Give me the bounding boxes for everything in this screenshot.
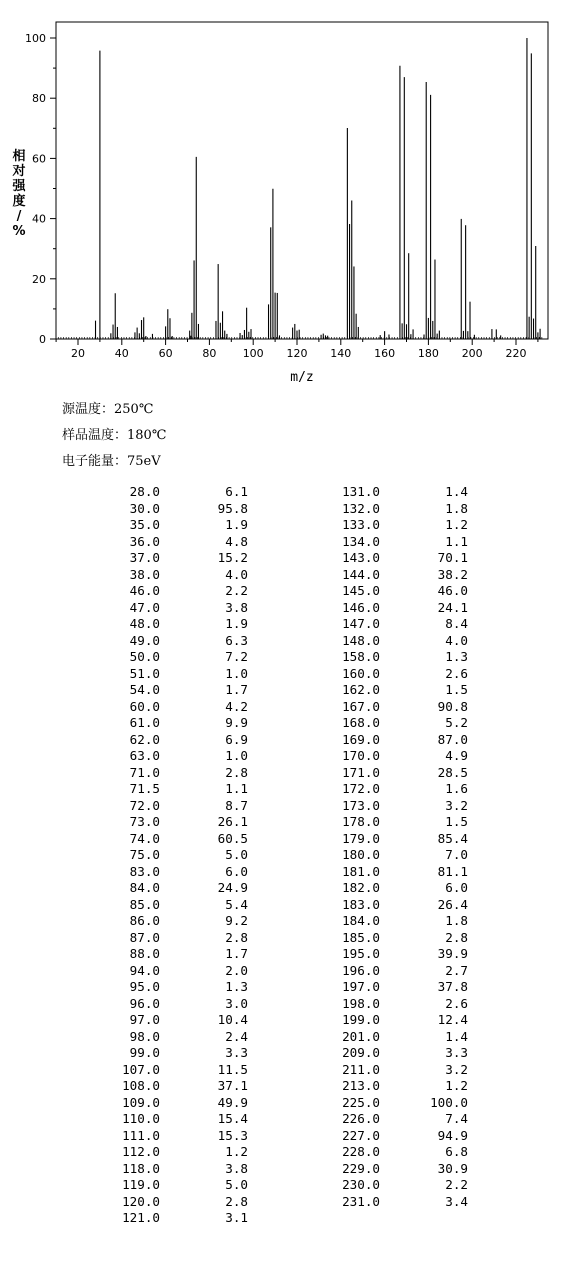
mz-value: 46.0 (129, 583, 160, 598)
mz-value: 84.0 (129, 880, 160, 895)
intensity-value: 37.1 (217, 1078, 248, 1093)
table-row (330, 864, 468, 881)
mz-value: 98.0 (129, 1028, 160, 1044)
table-row (330, 979, 468, 996)
intensity-value: 12.4 (437, 1012, 468, 1027)
table-row (110, 616, 248, 633)
mz-value: 143.0 (342, 550, 380, 565)
intensity-value: 81.1 (437, 863, 468, 879)
intensity-value: 70.1 (437, 550, 468, 565)
mz-value: 198.0 (342, 995, 380, 1011)
table-row (330, 1012, 468, 1029)
table-row (110, 534, 248, 551)
table-row (110, 1012, 248, 1029)
table-row (330, 996, 468, 1013)
intensity-value: 10.4 (217, 1012, 248, 1027)
intensity-value: 4.8 (225, 533, 248, 549)
intensity-value: 1.4 (445, 484, 468, 499)
intensity-value: 2.2 (445, 1177, 468, 1192)
mz-value: 160.0 (342, 665, 380, 681)
table-row (330, 1161, 468, 1178)
mz-value: 99.0 (129, 1045, 160, 1060)
intensity-value: 4.0 (445, 632, 468, 648)
mz-value: 108.0 (122, 1078, 160, 1093)
table-row (110, 583, 248, 600)
intensity-value: 6.0 (445, 880, 468, 895)
intensity-value: 7.4 (445, 1111, 468, 1126)
mz-value: 181.0 (342, 863, 380, 879)
table-row (330, 1177, 468, 1194)
table-row (110, 633, 248, 650)
intensity-value: 1.4 (445, 1028, 468, 1044)
table-row (330, 616, 468, 633)
mz-value: 170.0 (342, 748, 380, 763)
intensity-value: 3.3 (225, 1045, 248, 1060)
table-row (330, 501, 468, 518)
table-row (110, 1210, 248, 1227)
table-row (110, 963, 248, 980)
intensity-value: 2.8 (445, 929, 468, 945)
table-row (110, 1029, 248, 1046)
table-row (110, 1144, 248, 1161)
table-row (110, 979, 248, 996)
intensity-value: 8.4 (445, 616, 468, 631)
intensity-value: 2.7 (445, 962, 468, 978)
mz-value: 144.0 (342, 566, 380, 582)
y-tick-label: 60 (32, 152, 46, 166)
mz-value: 83.0 (129, 863, 160, 879)
mz-value: 231.0 (342, 1193, 380, 1209)
intensity-value: 3.8 (225, 599, 248, 615)
table-row (330, 649, 468, 666)
mz-value: 30.0 (129, 500, 160, 516)
table-row (110, 765, 248, 782)
mz-value: 185.0 (342, 929, 380, 945)
intensity-value: 1.7 (225, 682, 248, 697)
intensity-value: 1.5 (445, 682, 468, 697)
sample-temperature: 样品温度：180℃ (62, 428, 167, 443)
table-row (330, 748, 468, 765)
mz-value: 47.0 (129, 599, 160, 615)
x-tick-label: 60 (158, 347, 173, 360)
table-row (110, 1095, 248, 1112)
table-row (330, 633, 468, 650)
mz-value: 178.0 (342, 814, 380, 829)
intensity-value: 2.2 (225, 583, 248, 598)
x-tick-label: 200 (461, 347, 483, 360)
intensity-value: 95.8 (217, 500, 248, 516)
mz-value: 168.0 (342, 715, 380, 730)
intensity-value: 9.2 (225, 913, 248, 928)
intensity-value: 90.8 (437, 698, 468, 714)
mz-value: 162.0 (342, 682, 380, 697)
table-row (110, 996, 248, 1013)
intensity-value: 87.0 (437, 731, 468, 747)
mz-value: 184.0 (342, 913, 380, 928)
table-row (110, 781, 248, 798)
mz-value: 71.5 (129, 781, 160, 796)
mz-value: 74.0 (129, 830, 160, 846)
intensity-value: 1.0 (225, 748, 248, 763)
mz-value: 172.0 (342, 781, 380, 796)
table-row (110, 1177, 248, 1194)
intensity-value: 1.2 (225, 1144, 248, 1159)
intensity-value: 15.2 (217, 550, 248, 565)
intensity-value: 3.0 (225, 995, 248, 1011)
table-row (110, 1161, 248, 1178)
intensity-value: 6.1 (225, 484, 248, 499)
mz-value: 37.0 (129, 550, 160, 565)
mz-value: 167.0 (342, 698, 380, 714)
table-row (330, 930, 468, 947)
table-row (110, 567, 248, 584)
mz-value: 73.0 (129, 814, 160, 829)
table-row (110, 880, 248, 897)
mz-value: 109.0 (122, 1094, 160, 1110)
mz-value: 179.0 (342, 830, 380, 846)
table-row (330, 517, 468, 534)
table-row (330, 699, 468, 716)
table-row (330, 1128, 468, 1145)
table-row (330, 963, 468, 980)
mz-value: 228.0 (342, 1144, 380, 1159)
table-row (110, 682, 248, 699)
intensity-value: 3.8 (225, 1160, 248, 1176)
table-row (330, 732, 468, 749)
mz-value: 86.0 (129, 913, 160, 928)
table-row (110, 814, 248, 831)
table-row (330, 798, 468, 815)
table-row (110, 550, 248, 567)
mz-value: 63.0 (129, 748, 160, 763)
table-row (330, 600, 468, 617)
mz-value: 51.0 (129, 665, 160, 681)
table-row (330, 567, 468, 584)
mz-value: 97.0 (129, 1012, 160, 1027)
mz-value: 182.0 (342, 880, 380, 895)
intensity-value: 24.9 (217, 880, 248, 895)
mz-value: 132.0 (342, 500, 380, 516)
mz-value: 120.0 (122, 1193, 160, 1209)
table-row (110, 897, 248, 914)
intensity-value: 4.2 (225, 698, 248, 714)
intensity-value: 6.3 (225, 632, 248, 648)
table-row (330, 484, 468, 501)
intensity-value: 1.2 (445, 517, 468, 532)
intensity-value: 24.1 (437, 599, 468, 615)
table-row (330, 1095, 468, 1112)
table-row (330, 666, 468, 683)
mz-value: 209.0 (342, 1045, 380, 1060)
table-row (110, 699, 248, 716)
mz-value: 146.0 (342, 599, 380, 615)
table-row (110, 1062, 248, 1079)
intensity-value: 1.9 (225, 517, 248, 532)
intensity-value: 2.0 (225, 962, 248, 978)
mz-value: 121.0 (122, 1210, 160, 1225)
intensity-value: 1.5 (445, 814, 468, 829)
mz-value: 147.0 (342, 616, 380, 631)
table-row (110, 1128, 248, 1145)
mz-value: 95.0 (129, 979, 160, 994)
mz-value: 195.0 (342, 946, 380, 961)
intensity-value: 49.9 (217, 1094, 248, 1110)
table-row (330, 1029, 468, 1046)
intensity-value: 26.4 (437, 896, 468, 912)
table-row (110, 1194, 248, 1211)
x-tick-label: 40 (114, 347, 129, 360)
table-row (110, 1078, 248, 1095)
mz-value: 229.0 (342, 1160, 380, 1176)
intensity-value: 28.5 (437, 764, 468, 780)
x-tick-label: 160 (374, 347, 396, 360)
table-row (330, 913, 468, 930)
mz-value: 199.0 (342, 1012, 380, 1027)
mz-value: 75.0 (129, 847, 160, 862)
mz-value: 118.0 (122, 1160, 160, 1176)
table-row (330, 534, 468, 551)
intensity-value: 1.6 (445, 781, 468, 796)
table-row (110, 831, 248, 848)
intensity-value: 94.9 (437, 1127, 468, 1143)
intensity-value: 37.8 (437, 979, 468, 994)
intensity-value: 2.6 (445, 665, 468, 681)
y-tick-label: 100 (25, 32, 46, 45)
intensity-value: 1.3 (225, 979, 248, 994)
y-tick-label: 40 (32, 212, 46, 226)
mz-value: 227.0 (342, 1127, 380, 1143)
intensity-value: 11.5 (217, 1061, 248, 1077)
table-row (330, 897, 468, 914)
y-tick-label: 0 (39, 333, 46, 346)
mz-value: 111.0 (122, 1127, 160, 1143)
source-temperature: 源温度：250℃ (62, 402, 154, 417)
intensity-value: 1.1 (445, 533, 468, 549)
intensity-value: 30.9 (437, 1160, 468, 1176)
mz-value: 49.0 (129, 632, 160, 648)
table-row (330, 765, 468, 782)
mz-value: 61.0 (129, 715, 160, 730)
intensity-value: 1.7 (225, 946, 248, 961)
table-row (330, 847, 468, 864)
table-row (330, 880, 468, 897)
table-row (330, 1078, 468, 1095)
y-axis-label: 相对强度/ % (12, 149, 26, 239)
intensity-value: 3.2 (445, 1061, 468, 1077)
intensity-value: 5.4 (225, 896, 248, 912)
mz-value: 226.0 (342, 1111, 380, 1126)
intensity-value: 6.9 (225, 731, 248, 747)
intensity-value: 2.8 (225, 1193, 248, 1209)
intensity-value: 1.1 (225, 781, 248, 796)
intensity-value: 1.9 (225, 616, 248, 631)
table-row (330, 682, 468, 699)
intensity-value: 15.3 (217, 1127, 248, 1143)
table-row (110, 930, 248, 947)
table-row (330, 781, 468, 798)
table-row (330, 583, 468, 600)
mz-value: 36.0 (129, 533, 160, 549)
mz-value: 112.0 (122, 1144, 160, 1159)
mz-value: 145.0 (342, 583, 380, 598)
intensity-value: 8.7 (225, 797, 248, 813)
x-tick-label: 180 (417, 347, 439, 360)
mz-value: 133.0 (342, 517, 380, 532)
intensity-value: 2.6 (445, 995, 468, 1011)
intensity-value: 3.3 (445, 1045, 468, 1060)
table-row (110, 913, 248, 930)
intensity-value: 2.4 (225, 1028, 248, 1044)
intensity-value: 3.4 (445, 1193, 468, 1209)
intensity-value: 1.3 (445, 649, 468, 664)
x-axis-label: m/z (290, 370, 314, 385)
plot-frame (56, 22, 548, 339)
mz-value: 107.0 (122, 1061, 160, 1077)
intensity-value: 5.0 (225, 847, 248, 862)
table-row (110, 666, 248, 683)
mz-value: 38.0 (129, 566, 160, 582)
intensity-value: 39.9 (437, 946, 468, 961)
table-row (110, 1111, 248, 1128)
table-row (110, 732, 248, 749)
intensity-value: 1.8 (445, 913, 468, 928)
mz-value: 119.0 (122, 1177, 160, 1192)
table-row (110, 517, 248, 534)
mz-value: 173.0 (342, 797, 380, 813)
mz-value: 96.0 (129, 995, 160, 1011)
mz-value: 211.0 (342, 1061, 380, 1077)
intensity-value: 2.8 (225, 929, 248, 945)
intensity-value: 3.2 (445, 797, 468, 813)
x-tick-label: 140 (330, 347, 352, 360)
table-row (110, 600, 248, 617)
peak-table-left (110, 484, 248, 1227)
table-row (110, 748, 248, 765)
table-row (330, 715, 468, 732)
table-row (330, 1144, 468, 1161)
table-row (330, 1194, 468, 1211)
mz-value: 50.0 (129, 649, 160, 664)
mz-value: 201.0 (342, 1028, 380, 1044)
intensity-value: 5.2 (445, 715, 468, 730)
peak-table-right (330, 484, 468, 1210)
mz-value: 71.0 (129, 764, 160, 780)
mz-value: 85.0 (129, 896, 160, 912)
mz-value: 48.0 (129, 616, 160, 631)
intensity-value: 7.0 (445, 847, 468, 862)
mz-value: 225.0 (342, 1094, 380, 1110)
mz-value: 62.0 (129, 731, 160, 747)
intensity-value: 6.8 (445, 1144, 468, 1159)
intensity-value: 100.0 (430, 1094, 468, 1110)
intensity-value: 26.1 (217, 814, 248, 829)
mz-value: 87.0 (129, 929, 160, 945)
mz-value: 183.0 (342, 896, 380, 912)
intensity-value: 1.8 (445, 500, 468, 516)
mz-value: 28.0 (129, 484, 160, 499)
mz-value: 169.0 (342, 731, 380, 747)
mz-value: 197.0 (342, 979, 380, 994)
electron-energy: 电子能量：75eV (62, 454, 161, 469)
table-row (110, 847, 248, 864)
x-tick-label: 100 (242, 347, 264, 360)
mz-value: 134.0 (342, 533, 380, 549)
intensity-value: 4.9 (445, 748, 468, 763)
mz-value: 72.0 (129, 797, 160, 813)
mz-value: 148.0 (342, 632, 380, 648)
mz-value: 110.0 (122, 1111, 160, 1126)
intensity-value: 1.0 (225, 665, 248, 681)
x-tick-label: 80 (202, 347, 217, 360)
intensity-value: 3.1 (225, 1210, 248, 1225)
intensity-value: 46.0 (437, 583, 468, 598)
table-row (330, 1062, 468, 1079)
intensity-value: 15.4 (217, 1111, 248, 1126)
mz-value: 88.0 (129, 946, 160, 961)
mz-value: 54.0 (129, 682, 160, 697)
table-row (330, 831, 468, 848)
intensity-value: 38.2 (437, 566, 468, 582)
table-row (330, 946, 468, 963)
intensity-value: 4.0 (225, 566, 248, 582)
table-row (330, 1045, 468, 1062)
mz-value: 213.0 (342, 1078, 380, 1093)
table-row (110, 864, 248, 881)
intensity-value: 5.0 (225, 1177, 248, 1192)
mz-value: 230.0 (342, 1177, 380, 1192)
table-row (110, 946, 248, 963)
intensity-value: 1.2 (445, 1078, 468, 1093)
intensity-value: 6.0 (225, 863, 248, 879)
mass-spectrum-chart (0, 0, 570, 392)
table-row (330, 814, 468, 831)
mz-value: 196.0 (342, 962, 380, 978)
table-row (330, 550, 468, 567)
mz-value: 171.0 (342, 764, 380, 780)
mz-value: 158.0 (342, 649, 380, 664)
intensity-value: 85.4 (437, 830, 468, 846)
intensity-value: 2.8 (225, 764, 248, 780)
mz-value: 180.0 (342, 847, 380, 862)
table-row (110, 649, 248, 666)
table-row (110, 484, 248, 501)
table-row (110, 798, 248, 815)
mz-value: 94.0 (129, 962, 160, 978)
y-tick-label: 20 (32, 272, 46, 286)
intensity-value: 7.2 (225, 649, 248, 664)
intensity-value: 60.5 (217, 830, 248, 846)
mz-value: 131.0 (342, 484, 380, 499)
x-tick-label: 20 (71, 347, 85, 360)
x-tick-label: 120 (286, 347, 308, 360)
table-row (330, 1111, 468, 1128)
table-row (110, 715, 248, 732)
mz-value: 35.0 (129, 517, 160, 532)
mz-value: 60.0 (129, 698, 160, 714)
intensity-value: 9.9 (225, 715, 248, 730)
table-row (110, 1045, 248, 1062)
y-tick-label: 80 (32, 92, 46, 106)
table-row (110, 501, 248, 518)
x-tick-label: 220 (505, 347, 527, 360)
